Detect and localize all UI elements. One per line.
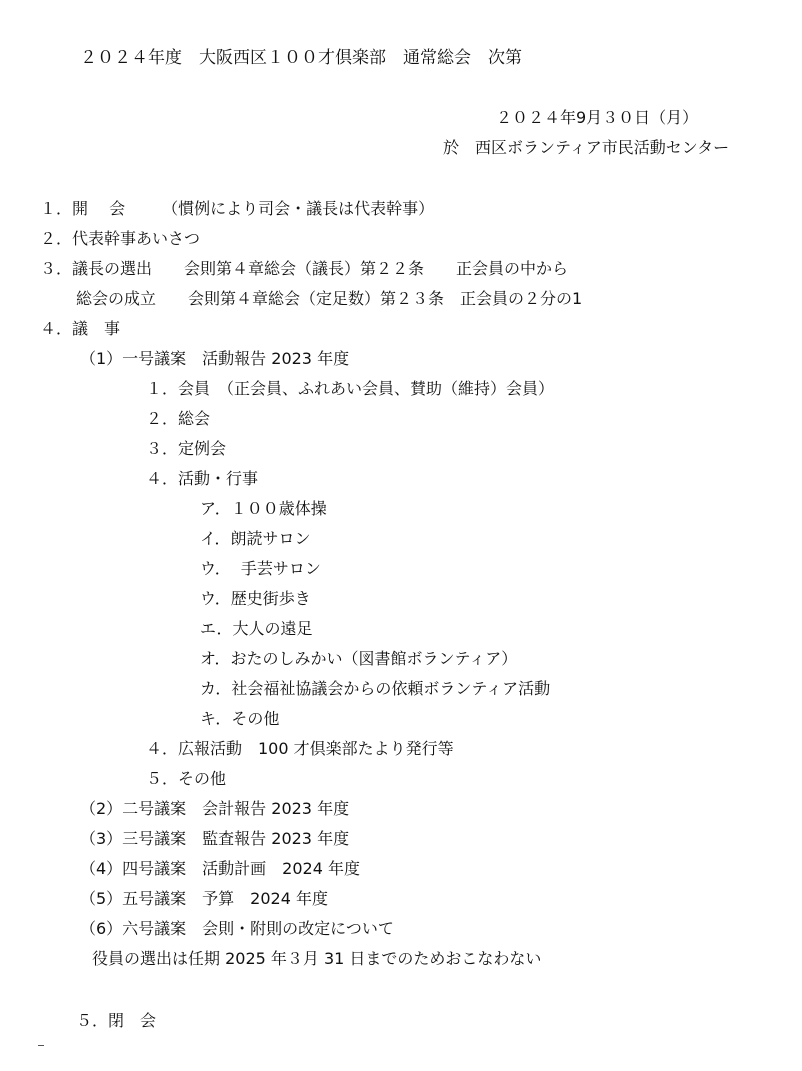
agenda-item: ウ．歴史街歩き [200, 589, 311, 608]
agenda-item: ア．１００歳体操 [200, 499, 327, 518]
agenda-item: ５．閉 会 [76, 1011, 157, 1030]
agenda-item: ２．代表幹事あいさつ [40, 229, 201, 248]
agenda-item: １．会員 （正会員、ふれあい会員、賛助（維持）会員） [146, 379, 555, 398]
agenda-item: 役員の選出は任期 2025 年３月 31 日までのためおこなわない [92, 949, 542, 968]
agenda-item: エ．大人の遠足 [200, 619, 313, 638]
agenda-item: ４．活動・行事 [146, 469, 259, 488]
agenda-item: （5）五号議案 予算 2024 年度 [80, 889, 328, 908]
agenda-item: ３．議長の選出 会則第４章総会（議長）第２２条 正会員の中から [40, 259, 569, 278]
agenda-item: ４．広報活動 100 才倶楽部たより発行等 [146, 739, 454, 758]
agenda-item: 総会の成立 会則第４章総会（定足数）第２３条 正会員の２分の1 [76, 289, 583, 308]
page-mark [38, 1045, 44, 1046]
agenda-item: （1）一号議案 活動報告 2023 年度 [80, 349, 350, 368]
agenda-item: ３．定例会 [146, 439, 227, 458]
agenda-item: ５．その他 [146, 769, 227, 788]
agenda-item: ２．総会 [146, 409, 211, 428]
agenda-item: １．開 会 （慣例により司会・議長は代表幹事） [40, 199, 435, 218]
meeting-venue: 於 西区ボランティア市民活動センター [443, 138, 730, 157]
agenda-item: （6）六号議案 会則・附則の改定について [80, 919, 394, 938]
agenda-item: ウ． 手芸サロン [200, 559, 321, 578]
agenda-item: イ．朗読サロン [200, 529, 311, 548]
agenda-item: オ．おたのしみかい（図書館ボランティア） [200, 649, 518, 668]
agenda-item: （4）四号議案 活動計画 2024 年度 [80, 859, 360, 878]
agenda-item: カ．社会福祉協議会からの依頼ボランティア活動 [200, 679, 551, 698]
agenda-item: （2）二号議案 会計報告 2023 年度 [80, 799, 350, 818]
agenda-item: ４．議 事 [40, 319, 121, 338]
agenda-item: キ．その他 [200, 709, 280, 728]
meeting-date: ２０２４年9月３０日（月） [496, 108, 699, 127]
agenda-item: （3）三号議案 監査報告 2023 年度 [80, 829, 350, 848]
document-title: ２０２４年度 大阪西区１００才倶楽部 通常総会 次第 [80, 48, 522, 68]
